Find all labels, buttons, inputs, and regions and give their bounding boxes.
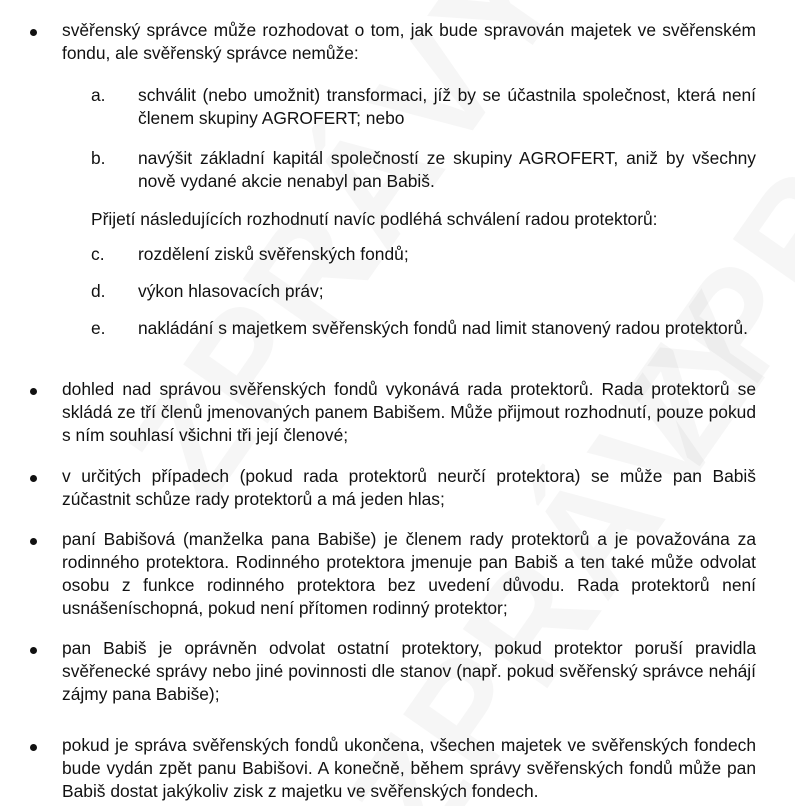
sub-item-text: schválit (nebo umožnit) transformaci, jíž by se účastnila společnost, která není členem skupiny AGROFERT; nebo <box>138 85 756 128</box>
sub-item-text: navýšit základní kapitál společností ze skupiny AGROFERT, aniž by všechny nově vydané akcie nenabyl pan Babiš. <box>138 148 756 191</box>
sub-item-text: výkon hlasovacích práv; <box>138 281 324 301</box>
sub-item-text: rozdělení zisků svěřenských fondů; <box>138 244 409 264</box>
bullet-item-text: pokud je správa svěřenských fondů ukončena, všechen majetek ve svěřenských fondech bude vydán zpět panu Babišovi. A konečně, během správy svěřenských fondů může pan Babiš dostat jakýkoliv zisk z majetku ve svěřenských fondech. <box>62 735 756 801</box>
bullet-dot <box>30 475 37 482</box>
bullet-dot <box>30 744 37 751</box>
bullet-dot <box>30 538 37 545</box>
bullet-dot <box>30 647 37 654</box>
bullet-dot <box>30 29 37 36</box>
list-letter: c. <box>91 244 105 264</box>
intro-paragraph: Přijetí následujících rozhodnutí navíc podléhá schválení radou protektorů: <box>91 209 658 229</box>
list-letter: d. <box>91 281 106 301</box>
bullet-item-text: svěřenský správce může rozhodovat o tom, jak bude spravován majetek ve svěřenském fondu, ale svěřenský správce nemůže: <box>62 20 756 63</box>
list-letter: e. <box>91 318 106 338</box>
bullet-item-text: pan Babiš je oprávněn odvolat ostatní protektory, pokud protektor poruší pravidla svěřenecké správy nebo jiné povinnosti dle stanov (např. pokud svěřenský správce nehájí zájmy pana Babiše); <box>62 638 756 704</box>
bullet-item-text: dohled nad správou svěřenských fondů vykonává rada protektorů. Rada protektorů se skládá ze tří členů jmenovaných panem Babišem. Může přijmout rozhodnutí, pouze pokud s ním souhlasí všichni tři její členové; <box>62 379 756 445</box>
bullet-dot <box>30 388 37 395</box>
bullet-item-text: v určitých případech (pokud rada protektorů neurčí protektora) se může pan Babiš zúčastnit schůze rady protektorů a má jeden hlas; <box>62 466 756 509</box>
bullet-item-text: paní Babišová (manželka pana Babiše) je členem rady protektorů a je považována za rodinného protektora. Rodinného protektora jmenuje pan Babiš a ten také může odvolat osobu z funkce rodinného protektora bez uvedení důvodu. Rada protektorů není usnášeníschopná, pokud není přítomen rodinný protektor; <box>62 529 756 618</box>
sub-item-text: nakládání s majetkem svěřenských fondů nad limit stanovený radou protektorů. <box>138 318 748 338</box>
list-letter: b. <box>91 148 106 168</box>
list-letter: a. <box>91 85 106 105</box>
